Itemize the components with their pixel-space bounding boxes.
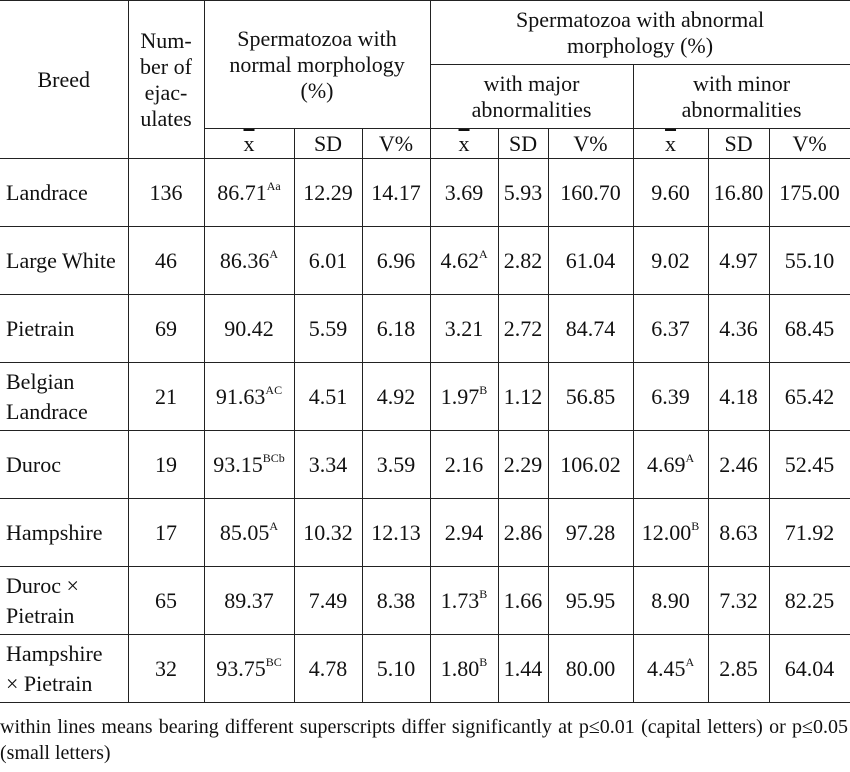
cell-ejaculates: 21 xyxy=(128,363,204,431)
cell-normal-mean xyxy=(204,635,294,703)
header-major-line: abnormalities xyxy=(471,96,592,122)
header-normal-line: Spermatozoa with xyxy=(237,25,397,51)
normal-mean-superscript: AC xyxy=(265,383,283,398)
breed-line: Landrace xyxy=(6,179,88,205)
cell-minor-v: 68.45 xyxy=(769,295,850,363)
minor-mean-value: 4.69 xyxy=(646,451,686,477)
cell-normal-sd: 3.34 xyxy=(294,431,362,499)
cell-minor-v: 55.10 xyxy=(769,227,850,295)
minor-mean-superscript: A xyxy=(685,655,695,670)
breed-line: Pietrain xyxy=(6,602,75,628)
cell-minor-mean xyxy=(633,363,708,431)
header-ejaculates-line: ulates xyxy=(140,105,192,131)
header-normal-v: V% xyxy=(362,129,430,159)
table-row xyxy=(0,499,850,567)
cell-normal-sd: 12.29 xyxy=(294,159,362,227)
table-row xyxy=(0,227,850,295)
cell-ejaculates: 65 xyxy=(128,567,204,635)
header-minor-line: with minor xyxy=(692,70,791,96)
header-major-mean: $\overline{x}$ xyxy=(430,129,498,159)
cell-major-mean xyxy=(430,159,498,227)
cell-normal-mean xyxy=(204,159,294,227)
cell-normal-v: 6.18 xyxy=(362,295,430,363)
cell-normal-v: 12.13 xyxy=(362,499,430,567)
normal-mean-superscript: BCb xyxy=(262,451,285,466)
normal-mean-value: 85.05 xyxy=(219,519,270,545)
cell-breed xyxy=(0,567,128,635)
header-ejaculates xyxy=(128,1,204,159)
major-mean-superscript: B xyxy=(479,655,488,670)
normal-mean-superscript: BC xyxy=(265,655,282,670)
cell-normal-sd: 4.51 xyxy=(294,363,362,431)
minor-mean-value: 9.60 xyxy=(651,179,690,205)
cell-major-mean xyxy=(430,431,498,499)
cell-major-sd: 2.86 xyxy=(498,499,548,567)
table-row xyxy=(0,567,850,635)
minor-mean-value: 6.39 xyxy=(651,383,690,409)
header-major-sd: SD xyxy=(498,129,548,159)
cell-normal-mean xyxy=(204,567,294,635)
cell-breed xyxy=(0,635,128,703)
cell-major-v: 61.04 xyxy=(548,227,633,295)
cell-major-sd: 2.82 xyxy=(498,227,548,295)
cell-major-sd: 1.66 xyxy=(498,567,548,635)
major-mean-value: 4.62 xyxy=(440,247,479,273)
breed-line: Belgian xyxy=(6,368,75,394)
cell-major-v: 95.95 xyxy=(548,567,633,635)
table-footnote: within lines means bearing different superscripts differ significantly at p≤0.01 (capital letters) or p≤0.05 (small letters) xyxy=(0,716,848,764)
header-minor-line: abnormalities xyxy=(681,96,802,122)
header-major-abnormalities xyxy=(430,65,633,129)
cell-minor-sd: 4.36 xyxy=(708,295,769,363)
header-ejaculates-line: Num- xyxy=(140,27,192,53)
cell-breed xyxy=(0,159,128,227)
cell-breed xyxy=(0,431,128,499)
normal-mean-value: 93.15 xyxy=(213,451,263,477)
header-major-v: V% xyxy=(548,129,633,159)
minor-mean-value: 12.00 xyxy=(641,519,692,545)
cell-major-mean xyxy=(430,227,498,295)
minor-mean-value: 9.02 xyxy=(651,247,690,273)
major-mean-value: 1.97 xyxy=(440,383,480,409)
normal-mean-value: 86.71 xyxy=(217,179,267,205)
cell-normal-sd: 7.49 xyxy=(294,567,362,635)
table-row xyxy=(0,363,850,431)
cell-normal-sd: 6.01 xyxy=(294,227,362,295)
major-mean-value: 3.21 xyxy=(444,315,484,341)
cell-major-sd: 2.72 xyxy=(498,295,548,363)
cell-minor-v: 52.45 xyxy=(769,431,850,499)
cell-minor-sd: 7.32 xyxy=(708,567,769,635)
cell-minor-v: 64.04 xyxy=(769,635,850,703)
cell-minor-mean xyxy=(633,159,708,227)
normal-mean-superscript: A xyxy=(269,247,279,262)
header-abnormal-morphology xyxy=(430,1,850,65)
major-mean-value: 1.80 xyxy=(440,655,480,681)
cell-major-v: 106.02 xyxy=(548,431,633,499)
major-mean-superscript: A xyxy=(478,247,488,262)
header-minor-sd: SD xyxy=(708,129,769,159)
cell-major-v: 97.28 xyxy=(548,499,633,567)
cell-ejaculates: 69 xyxy=(128,295,204,363)
normal-mean-value: 90.42 xyxy=(224,315,274,341)
cell-minor-mean xyxy=(633,635,708,703)
major-mean-value: 3.69 xyxy=(444,179,484,205)
minor-mean-superscript: B xyxy=(691,519,700,534)
normal-mean-superscript: Aa xyxy=(266,179,281,194)
breed-line: Hampshire xyxy=(6,519,103,545)
cell-breed xyxy=(0,227,128,295)
cell-breed xyxy=(0,499,128,567)
cell-normal-v: 14.17 xyxy=(362,159,430,227)
minor-mean-value: 4.45 xyxy=(646,655,686,681)
cell-major-mean xyxy=(430,499,498,567)
cell-normal-sd: 4.78 xyxy=(294,635,362,703)
cell-minor-sd: 2.46 xyxy=(708,431,769,499)
normal-mean-value: 89.37 xyxy=(224,587,274,613)
breed-line: × Pietrain xyxy=(6,670,93,696)
header-minor-mean: $\overline{x}$ xyxy=(633,129,708,159)
cell-major-sd: 5.93 xyxy=(498,159,548,227)
major-mean-superscript: B xyxy=(479,383,488,398)
major-mean-value: 2.94 xyxy=(444,519,484,545)
cell-minor-sd: 8.63 xyxy=(708,499,769,567)
major-mean-value: 2.16 xyxy=(444,451,484,477)
cell-normal-sd: 5.59 xyxy=(294,295,362,363)
cell-major-mean xyxy=(430,635,498,703)
cell-major-v: 84.74 xyxy=(548,295,633,363)
cell-major-v: 56.85 xyxy=(548,363,633,431)
normal-mean-value: 93.75 xyxy=(216,655,266,681)
cell-minor-mean xyxy=(633,227,708,295)
normal-mean-value: 91.63 xyxy=(215,383,266,409)
cell-normal-mean xyxy=(204,295,294,363)
cell-minor-mean xyxy=(633,431,708,499)
breed-line: Pietrain xyxy=(6,315,75,341)
header-normal-mean: $\overline{x}$ xyxy=(204,129,294,159)
cell-normal-v: 4.92 xyxy=(362,363,430,431)
header-abnormal-line: morphology (%) xyxy=(567,32,714,58)
header-minor-abnormalities xyxy=(633,65,850,129)
cell-normal-mean xyxy=(204,431,294,499)
major-mean-value: 1.73 xyxy=(440,587,480,613)
cell-minor-v: 175.00 xyxy=(769,159,850,227)
header-ejaculates-line: ejac- xyxy=(144,79,188,105)
cell-normal-v: 3.59 xyxy=(362,431,430,499)
cell-ejaculates: 136 xyxy=(128,159,204,227)
normal-mean-superscript: A xyxy=(269,519,279,534)
header-normal-line: normal morphology xyxy=(229,51,405,77)
cell-minor-v: 65.42 xyxy=(769,363,850,431)
cell-major-v: 80.00 xyxy=(548,635,633,703)
cell-normal-sd: 10.32 xyxy=(294,499,362,567)
header-breed: Breed xyxy=(0,1,128,159)
normal-mean-value: 86.36 xyxy=(219,247,270,273)
breed-line: Large White xyxy=(6,247,116,273)
cell-minor-v: 82.25 xyxy=(769,567,850,635)
cell-major-sd: 1.12 xyxy=(498,363,548,431)
header-normal-morphology xyxy=(204,1,430,129)
cell-normal-v: 8.38 xyxy=(362,567,430,635)
cell-minor-sd: 4.18 xyxy=(708,363,769,431)
breed-line: Duroc xyxy=(6,451,61,477)
cell-breed xyxy=(0,363,128,431)
cell-ejaculates: 17 xyxy=(128,499,204,567)
cell-ejaculates: 19 xyxy=(128,431,204,499)
cell-normal-v: 5.10 xyxy=(362,635,430,703)
cell-major-sd: 2.29 xyxy=(498,431,548,499)
cell-minor-sd: 2.85 xyxy=(708,635,769,703)
breed-line: Hampshire xyxy=(6,640,103,666)
cell-minor-sd: 16.80 xyxy=(708,159,769,227)
cell-minor-sd: 4.97 xyxy=(708,227,769,295)
cell-minor-v: 71.92 xyxy=(769,499,850,567)
header-minor-v: V% xyxy=(769,129,850,159)
table-row xyxy=(0,431,850,499)
breed-line: Landrace xyxy=(6,398,88,424)
minor-mean-superscript: A xyxy=(685,451,695,466)
cell-normal-mean xyxy=(204,227,294,295)
table-row xyxy=(0,159,850,227)
breed-line: Duroc × xyxy=(6,572,79,598)
table-row xyxy=(0,635,850,703)
cell-major-mean xyxy=(430,567,498,635)
cell-major-mean xyxy=(430,295,498,363)
cell-breed xyxy=(0,295,128,363)
table-body xyxy=(0,159,850,703)
minor-mean-value: 6.37 xyxy=(651,315,690,341)
header-major-line: with major xyxy=(483,70,580,96)
header-abnormal-line: Spermatozoa with abnormal xyxy=(516,6,765,32)
header-ejaculates-line: ber of xyxy=(140,53,192,79)
cell-normal-v: 6.96 xyxy=(362,227,430,295)
cell-ejaculates: 46 xyxy=(128,227,204,295)
cell-major-sd: 1.44 xyxy=(498,635,548,703)
cell-normal-mean xyxy=(204,499,294,567)
major-mean-superscript: B xyxy=(479,587,488,602)
cell-minor-mean xyxy=(633,567,708,635)
table-row xyxy=(0,295,850,363)
cell-normal-mean xyxy=(204,363,294,431)
header-normal-sd: SD xyxy=(294,129,362,159)
cell-minor-mean xyxy=(633,295,708,363)
cell-major-v: 160.70 xyxy=(548,159,633,227)
cell-ejaculates: 32 xyxy=(128,635,204,703)
cell-minor-mean xyxy=(633,499,708,567)
header-normal-line: (%) xyxy=(300,77,334,103)
minor-mean-value: 8.90 xyxy=(651,587,690,613)
cell-major-mean xyxy=(430,363,498,431)
